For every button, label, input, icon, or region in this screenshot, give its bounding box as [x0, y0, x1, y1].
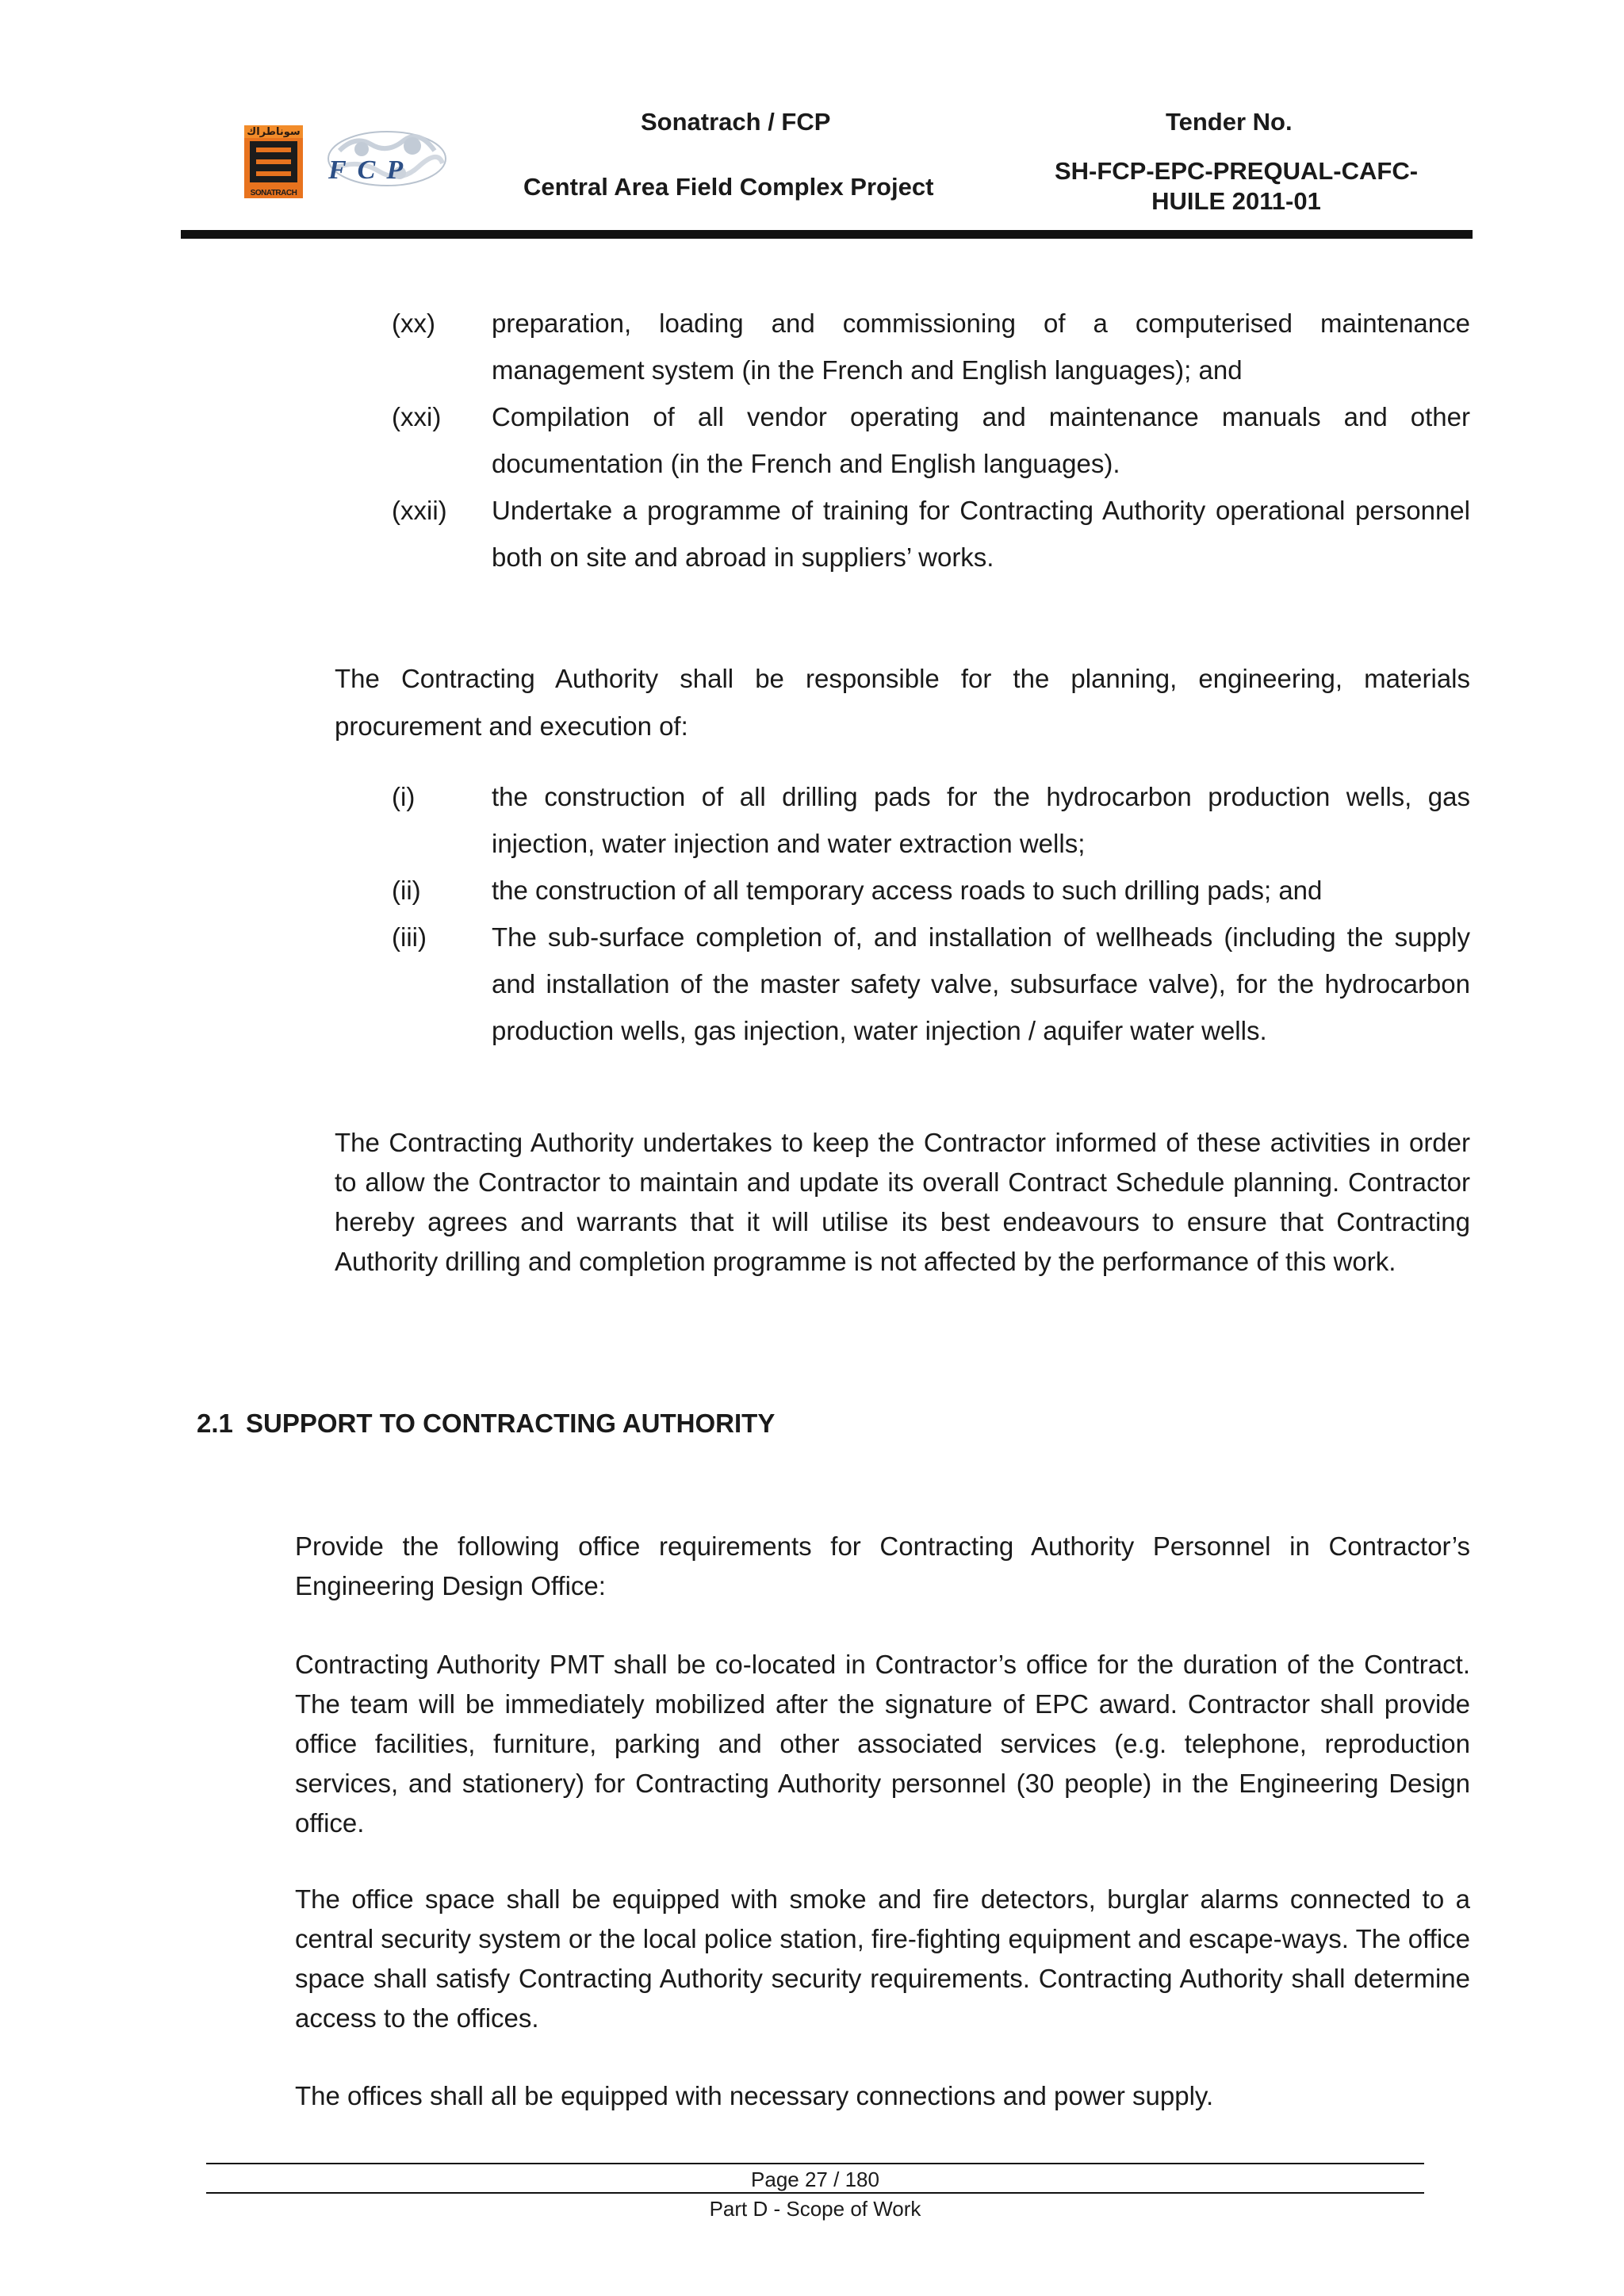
header-tender-number-line1: SH-FCP-EPC-PREQUAL-CAFC- — [1054, 157, 1419, 185]
section-title: SUPPORT TO CONTRACTING AUTHORITY — [246, 1409, 776, 1438]
list-item-text: preparation, loading and commissioning of a computerised maintenance management system (in the French and English languages); and — [492, 309, 1470, 385]
list-item-text: Undertake a programme of training for Contracting Authority operational personnel both on site and abroad in suppliers’ works. — [492, 496, 1470, 572]
sonatrach-logo-name: SONATRACH — [250, 189, 297, 197]
list-item-text: The sub-surface completion of, and installation of wellheads (including the supply and installation of the master safety valve, subsurface valve), for the hydrocarbon production wells, gas injection, water injection / aquifer water wells. — [492, 922, 1470, 1045]
footer-divider-top — [206, 2163, 1424, 2164]
footer-page-number: Page 27 / 180 — [751, 2168, 879, 2191]
sonatrach-logo — [244, 125, 303, 198]
section-paragraph: The offices shall all be equipped with necessary connections and power supply. — [295, 2081, 1214, 2110]
list-item-text: the construction of all drilling pads for the hydrocarbon production wells, gas injection, water injection and water extraction wells; — [492, 782, 1470, 858]
list-item-label: (i) — [392, 782, 416, 811]
section-paragraph: Contracting Authority PMT shall be co-located in Contractor’s office for the duration of the Contract. The team will be immediately mobilized after the signature of EPC award. Contractor shall provide office facilities, furniture, parking and other associated services (e.g. telephone, reproduction services, and stationery) for Contracting Authority personnel (30 people) in the Engineering Design office. — [295, 1650, 1470, 1838]
section-number: 2.1 — [197, 1409, 233, 1438]
list-item-label: (xxii) — [392, 496, 447, 525]
footer-part: Part D - Scope of Work — [709, 2197, 921, 2221]
section-paragraph: Provide the following office requirements for Contracting Authority Personnel in Contractor’s Engineering Design Office: — [295, 1531, 1470, 1600]
fcp-logo — [324, 127, 450, 200]
header-tender-label: Tender No. — [1166, 108, 1293, 136]
list-item-label: (iii) — [392, 922, 427, 952]
footer-divider-bottom — [206, 2192, 1424, 2194]
paragraph-responsible: The Contracting Authority shall be responsible for the planning, engineering, materials procurement and execution of: — [335, 664, 1470, 741]
header-divider — [181, 230, 1473, 239]
fcp-logo-letters: FCP — [328, 155, 415, 185]
header-tender-number-line2: HUILE 2011-01 — [1151, 187, 1321, 215]
section-paragraph: The office space shall be equipped with smoke and fire detectors, burglar alarms connected to a central security system or the local police station, fire-fighting equipment and escape-ways. The office space shall satisfy Contracting Authority security requirements. Contracting Authority shall determine access to the offices. — [295, 1884, 1470, 2033]
list-item-text: Compilation of all vendor operating and maintenance manuals and other documentation (in the French and English languages). — [492, 402, 1470, 478]
list-item-label: (xx) — [392, 309, 435, 338]
sonatrach-mark-icon — [250, 141, 297, 182]
header-project: Central Area Field Complex Project — [523, 173, 934, 201]
sonatrach-logo-arabic: سوناطراك — [247, 125, 301, 137]
list-item-label: (xxi) — [392, 402, 442, 431]
list-item-label: (ii) — [392, 876, 421, 905]
list-item-text: the construction of all temporary access roads to such drilling pads; and — [492, 876, 1323, 905]
header-company: Sonatrach / FCP — [641, 108, 831, 136]
paragraph-informed: The Contracting Authority undertakes to keep the Contractor informed of these activities in order to allow the Contractor to maintain and update its overall Contract Schedule planning. Contractor hereby agrees and warrants that it will utilise its best endeavours to ensure that Contracting Authority drilling and completion programme is not affected by the performance of this work. — [335, 1128, 1470, 1276]
